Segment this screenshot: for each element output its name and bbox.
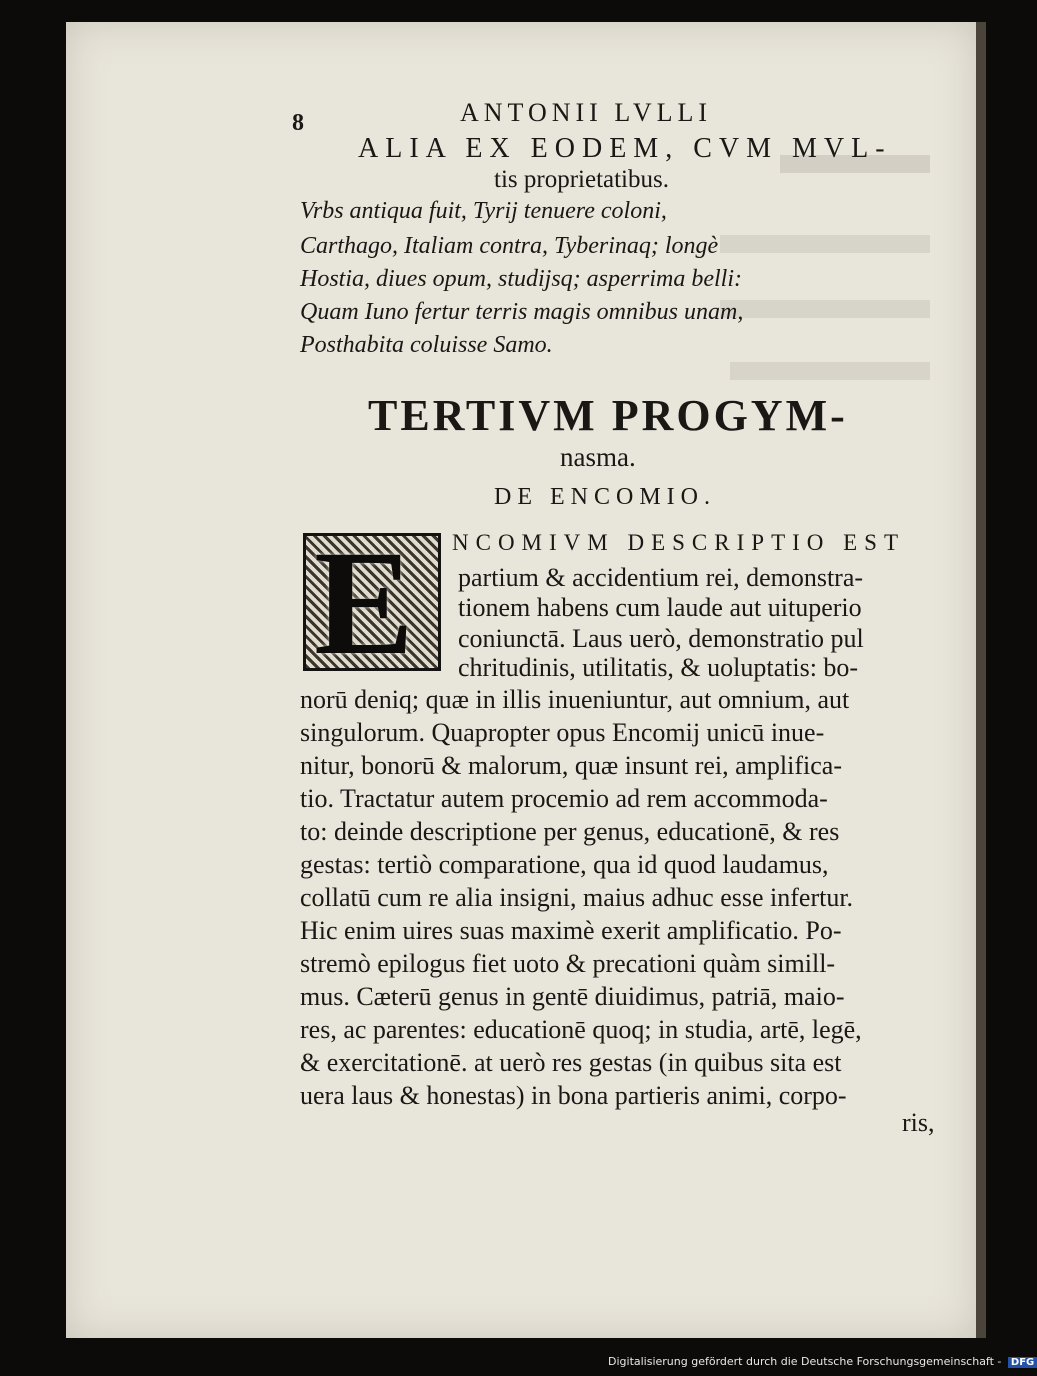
dfg-logo: DFG [1008,1357,1037,1368]
body-line: nitur, bonorū & malorum, quæ insunt rei, amplifica- [300,751,842,780]
running-head: ANTONII LVLLI [460,98,713,127]
body-line: tionem habens cum laude aut uituperio [458,593,862,622]
body-line: uera laus & honestas) in bona partieris animi, corpo- [300,1081,847,1110]
body-line: gestas: tertiò comparatione, qua id quod laudamus, [300,850,829,879]
body-line: ris, [902,1108,935,1137]
subtitle-line-1: ALIA EX EODEM, CVM MVL- [358,133,892,164]
page-edge [976,22,986,1338]
verse-line: Posthabita coluisse Samo. [300,332,553,358]
chapter-title-continuation: nasma. [560,442,636,472]
bleed-through-mark [720,235,930,253]
initial-letter: E [314,520,415,686]
body-line: chritudinis, utilitatis, & uoluptatis: bo- [458,653,859,682]
credit-text: Digitalisierung gefördert durch die Deutsche Forschungsgemeinschaft - [608,1355,1002,1368]
body-line: norū deniq; quæ in illis inueniuntur, aut omnium, aut [300,685,850,714]
decorated-initial [303,520,441,686]
body-line: mus. Cæterū genus in gentē diuidimus, patriā, maio- [300,982,845,1011]
body-line: collatū cum re alia insigni, maius adhuc esse infertur. [300,883,854,912]
body-line: singulorum. Quapropter opus Encomij unicū inue- [300,718,825,747]
verse-line: Quam Iuno fertur terris magis omnibus unam, [300,299,744,325]
page-number: 8 [292,110,304,136]
digitization-credit [608,1355,1037,1368]
body-line: res, ac parentes: educationē quoq; in studia, artē, legē, [300,1015,862,1044]
body-line: Hic enim uires suas maximè exerit amplificatio. Po- [300,916,842,945]
verse-line: Vrbs antiqua fuit, Tyrij tenuere coloni, [300,198,667,224]
chapter-title: TERTIVM PROGYM- [368,391,848,440]
body-line: NCOMIVM DESCRIPTIO EST [452,530,906,555]
body-line: partium & accidentium rei, demonstra- [458,563,864,592]
subtitle-line-2: tis proprietatibus. [494,166,669,193]
verse-line: Carthago, Italiam contra, Tyberinaq; longè [300,233,719,259]
body-line: tio. Tractatur autem procemio ad rem accommoda- [300,784,828,813]
section-title: DE ENCOMIO. [494,484,716,510]
body-line: & exercitationē. at uerò res gestas (in quibus sita est [300,1048,842,1077]
body-line: coniunctā. Laus uerò, demonstratio pul [458,624,864,653]
verse-line: Hostia, diues opum, studijsq; asperrima belli: [300,266,742,292]
bleed-through-mark [720,300,930,318]
bleed-through-mark [730,362,930,380]
body-line: stremò epilogus fiet uoto & precationi quàm simill- [300,949,836,978]
body-line: to: deinde descriptione per genus, educationē, & res [300,817,840,846]
